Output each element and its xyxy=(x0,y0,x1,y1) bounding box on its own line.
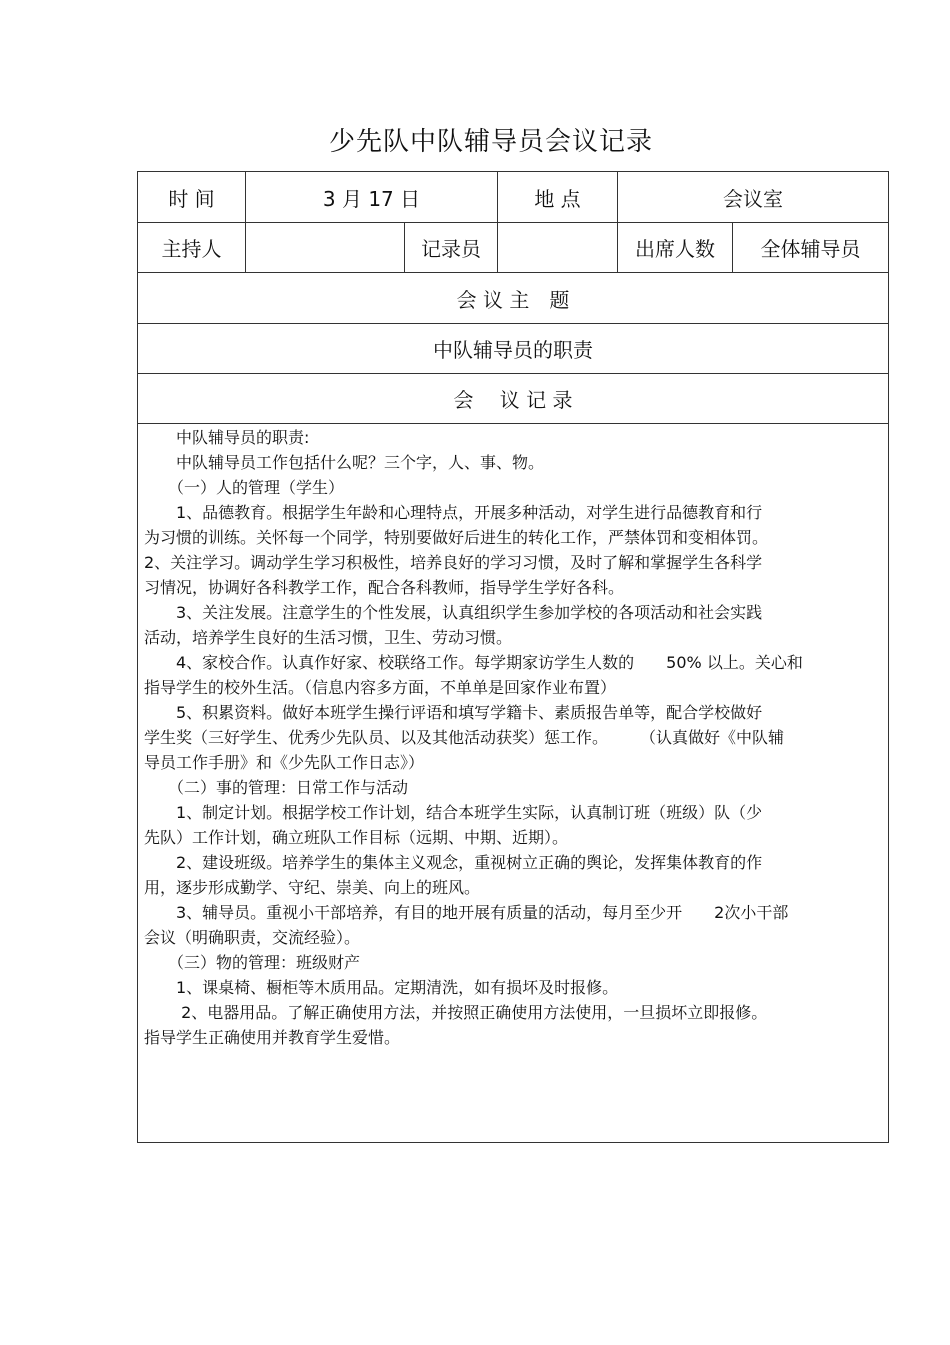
time-value: 3 月 17 日 xyxy=(322,186,421,211)
record-line: 先队）工作计划，确立班队工作目标（远期、中期、近期）。 xyxy=(144,828,569,847)
record-line: 学生奖（三好学生、优秀少先队员、以及其他活动获奖）惩工作。 （认真做好《中队辅 xyxy=(144,728,785,747)
record-line: 习情况，协调好各科教学工作，配合各科教师，指导学生学好各科。 xyxy=(144,578,625,597)
record-line: 为习惯的训练。关怀每一个同学，特别要做好后进生的转化工作，严禁体罚和变相体罚。 xyxy=(144,528,769,547)
recorder-label: 记录员 xyxy=(421,237,481,261)
topic-label: 会 议 主 题 xyxy=(456,287,570,312)
record-line: 活动，培养学生良好的生活习惯，卫生、劳动习惯。 xyxy=(144,628,513,647)
record-line: 1、课桌椅、橱柜等木质用品。定期清洗，如有损坏及时报修。 xyxy=(144,978,619,997)
record-line: 3、辅导员。重视小干部培养，有目的地开展有质量的活动，每月至少开 2次小干部 xyxy=(144,903,789,922)
record-line: 1、制定计划。根据学校工作计划，结合本班学生实际，认真制订班（班级）队（少 xyxy=(144,803,763,822)
record-line: 导员工作手册》和《少先队工作日志》） xyxy=(144,753,425,772)
record-line: （三）物的管理：班级财产 xyxy=(144,953,361,972)
time-label: 时 间 xyxy=(168,186,215,211)
attendees-label: 出席人数 xyxy=(635,237,715,261)
record-line: 2、关注学习。调动学生学习积极性，培养良好的学习习惯，及时了解和掌握学生各科学 xyxy=(144,553,763,572)
record-line: 中队辅导员工作包括什么呢？三个字，人、事、物。 xyxy=(144,453,545,472)
record-line: 2、建设班级。培养学生的集体主义观念，重视树立正确的舆论，发挥集体教育的作 xyxy=(144,853,763,872)
host-value xyxy=(246,223,404,272)
meeting-record-table xyxy=(137,171,889,1143)
record-line: 5、积累资料。做好本班学生操行评语和填写学籍卡、素质报告单等，配合学校做好 xyxy=(144,703,763,722)
record-line: 4、家校合作。认真作好家、校联络工作。每学期家访学生人数的 50% 以上。关心和 xyxy=(144,653,803,672)
record-line: 会议（明确职责，交流经验）。 xyxy=(144,928,361,947)
record-line: 2、电器用品。了解正确使用方法，并按照正确使用方法使用，一旦损坏立即报修。 xyxy=(144,1003,768,1022)
record-line: 3、关注发展。注意学生的个性发展，认真组织学生参加学校的各项活动和社会实践 xyxy=(144,603,763,622)
attendees-value: 全体辅导员 xyxy=(760,237,861,261)
topic-value: 中队辅导员的职责 xyxy=(433,338,593,362)
record-line: 用，逐步形成勤学、守纪、崇美、向上的班风。 xyxy=(144,878,481,897)
record-line: 指导学生的校外生活。（信息内容多方面，不单单是回家作业布置） xyxy=(144,678,617,697)
record-line: （二）事的管理：日常工作与活动 xyxy=(144,778,409,797)
page-title: 少先队中队辅导员会议记录 xyxy=(328,127,653,157)
record-line: 指导学生正确使用并教育学生爱惜。 xyxy=(144,1028,401,1047)
record-line: 中队辅导员的职责: xyxy=(144,428,310,447)
host-label: 主持人 xyxy=(161,237,222,261)
recorder-value xyxy=(498,223,617,272)
record-line: （一）人的管理（学生） xyxy=(144,478,345,497)
record-line: 1、品德教育。根据学生年龄和心理特点，开展多种活动，对学生进行品德教育和行 xyxy=(144,503,763,522)
row-divider xyxy=(138,423,888,424)
record-body xyxy=(144,425,884,1050)
place-label: 地 点 xyxy=(534,186,581,211)
record-label: 会 议 记 录 xyxy=(453,388,573,412)
place-value: 会议室 xyxy=(723,186,783,211)
